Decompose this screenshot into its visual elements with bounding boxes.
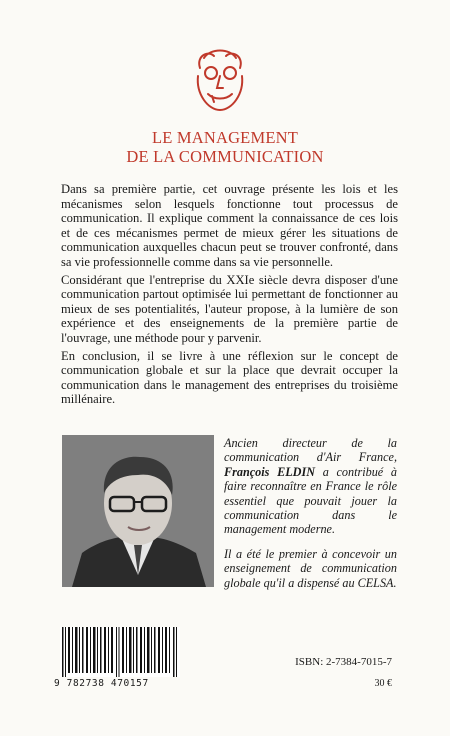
author-name: François ELDIN xyxy=(224,464,315,479)
price: 30 € xyxy=(374,678,392,689)
title-line-2: DE LA COMMUNICATION xyxy=(126,147,324,166)
bio-paragraph-2: Il a été le premier à concevoir un enseignement de communication globale qu'il a dispensé au CELSA. xyxy=(224,546,397,590)
author-photo xyxy=(62,435,214,587)
description-paragraph-2: Considérant que l'entreprise du XXIe siècle devra disposer d'une communication partout optimisée lui permettant de fonctionner au mieux de ses potentialités, l'auteur propose, à la lumière de son expérience et des enseignements de la première partie de l'ouvrage, une méthode pour y parvenir. xyxy=(61,272,398,345)
barcode-icon xyxy=(60,627,180,677)
bio-text-after: a contribué à faire reconnaître en France le rôle essentiel que pouvait jouer la communication dans le management moderne. xyxy=(224,464,397,537)
title-line-1: LE MANAGEMENT xyxy=(151,128,299,147)
description-paragraph-3: En conclusion, il se livre à une réflexion sur le concept de communication globale et sur la place que devrait occuper la communication dans le management des entreprises du troisième millénaire. xyxy=(61,348,398,407)
description-paragraph-1: Dans sa première partie, cet ouvrage présente les lois et les mécanismes selon lesquels fonctionne tout processus de communication. Il explique comment la connaissance de ces lois et de ces mécanismes permet de mieux gérer les situations de communication auxquelles chacun peut se trouver confronté, dans sa vie professionnelle comme dans sa vie personnelle. xyxy=(61,182,398,269)
isbn: ISBN: 2-7384-7015-7 xyxy=(295,656,392,668)
bio-paragraph-1 xyxy=(224,436,397,537)
back-cover-description xyxy=(61,182,398,410)
author-bio xyxy=(224,436,397,600)
book-title xyxy=(0,128,450,166)
barcode-digits: 9 782738 470157 xyxy=(54,678,149,689)
bio-text-before: Ancien directeur de la communication d'Air France, xyxy=(224,436,397,465)
publisher-logo-icon xyxy=(184,46,256,114)
